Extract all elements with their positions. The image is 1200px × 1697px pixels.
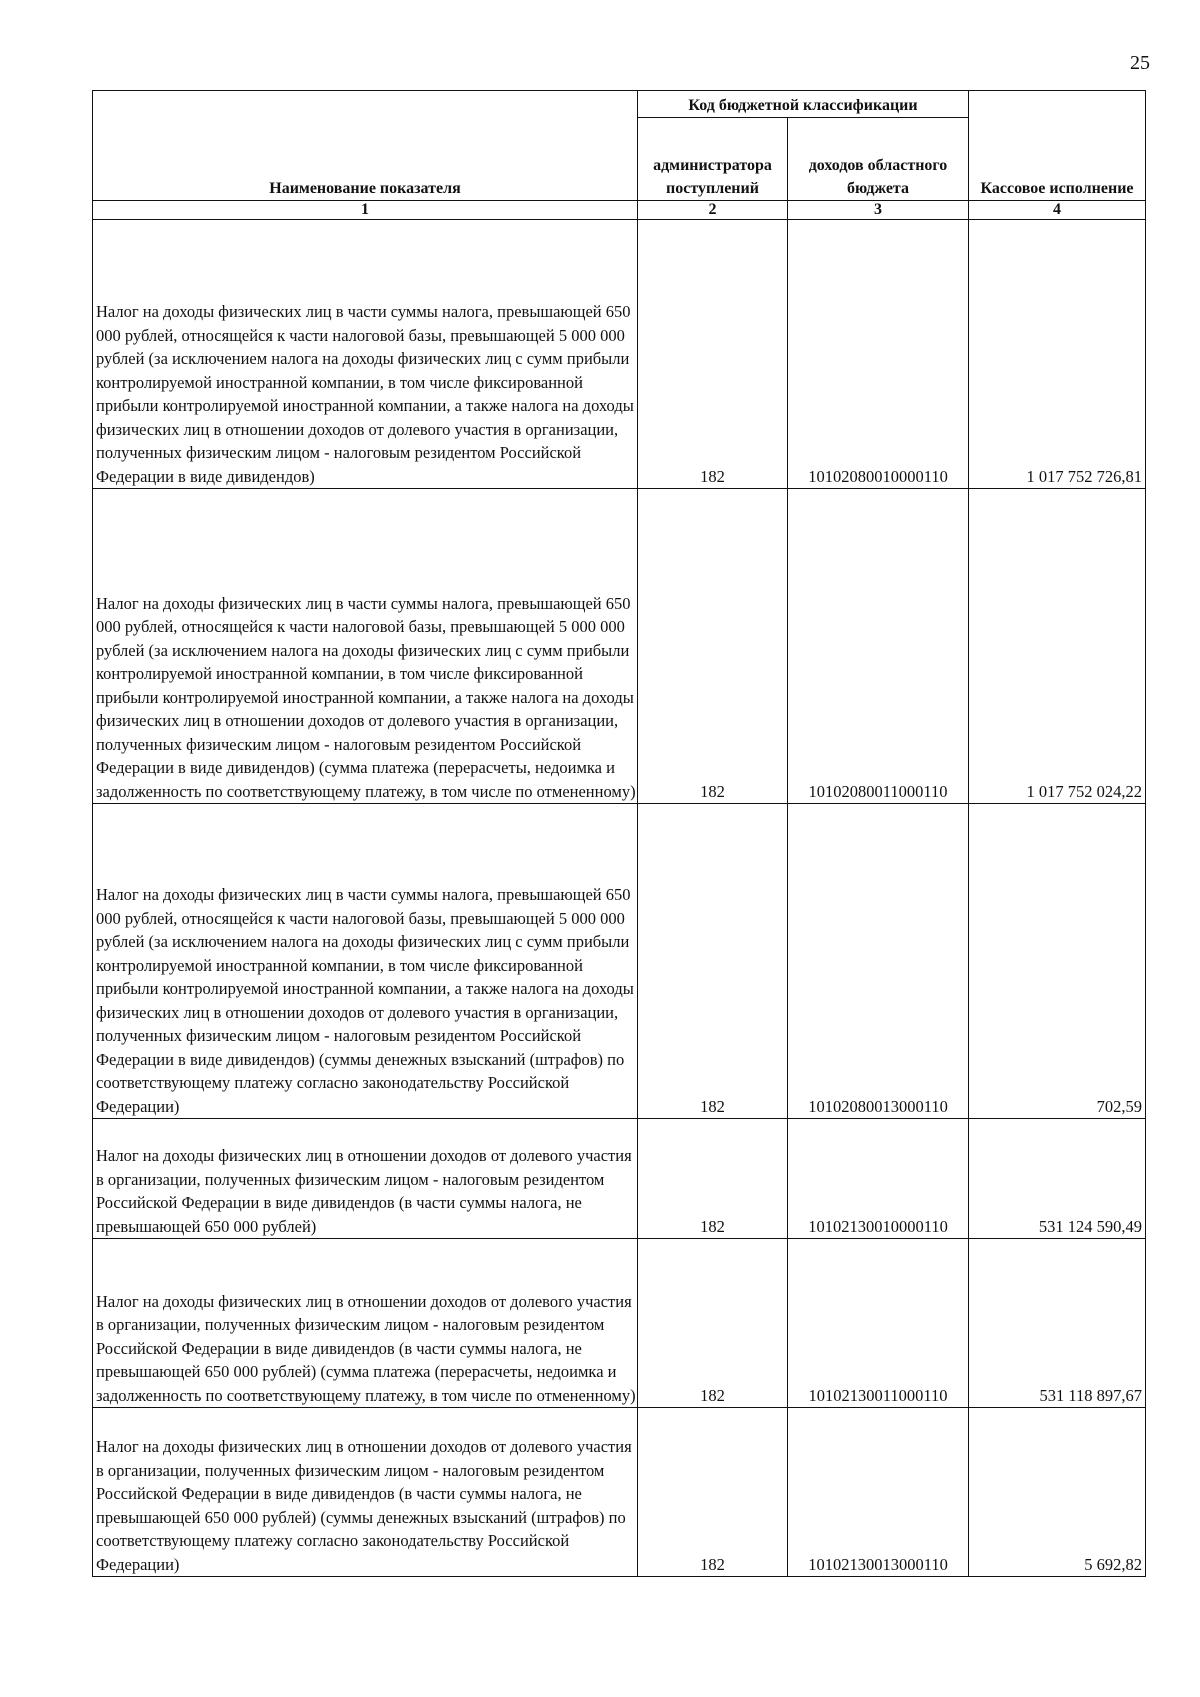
budget-code: 10102130013000110: [788, 1408, 969, 1577]
budget-code: 10102130010000110: [788, 1119, 969, 1239]
table-row: [93, 1239, 1146, 1408]
budget-code: 10102080011000110: [788, 489, 969, 804]
indicator-name: Налог на доходы физических лиц в отношении доходов от долевого участия в организации, полученных физическим лицом - налоговым резидентом Российской Федерации в виде дивидендов (в части суммы налога, не превышающей 650 000 рублей) (сумма платежа (перерасчеты, недоимка и задолженность по соответствующему платежу, в том числе по отмененному): [93, 1239, 638, 1408]
column-number: 3: [788, 201, 969, 220]
execution-amount: 1 017 752 024,22: [969, 489, 1146, 804]
execution-amount: 531 118 897,67: [969, 1239, 1146, 1408]
execution-amount: 702,59: [969, 804, 1146, 1119]
budget-code: 10102080010000110: [788, 220, 969, 489]
table-row: [93, 804, 1146, 1119]
header-cash-execution: Кассовое исполнение: [969, 91, 1146, 201]
header-administrator: администратора поступлений: [638, 118, 788, 201]
administrator-code: 182: [638, 220, 788, 489]
budget-execution-table: [92, 90, 1146, 1577]
header-budget-code-group: Код бюджетной классификации: [638, 91, 969, 118]
indicator-name: Налог на доходы физических лиц в части суммы налога, превышающей 650 000 рублей, относящейся к части налоговой базы, превышающей 5 000 000 рублей (за исключением налога на доходы физических лиц с сумм прибыли контролируемой иностранной компании, в том числе фиксированной прибыли контролируемой иностранной компании, а также налога на доходы физических лиц в отношении доходов от долевого участия в организации, полученных физическим лицом - налоговым резидентом Российской Федерации в виде дивидендов) (сумма платежа (перерасчеты, недоимка и задолженность по соответствующему платежу, в том числе по отмененному): [93, 489, 638, 804]
page-number: 25: [1130, 52, 1150, 74]
indicator-name: Налог на доходы физических лиц в части суммы налога, превышающей 650 000 рублей, относящейся к части налоговой базы, превышающей 5 000 000 рублей (за исключением налога на доходы физических лиц с сумм прибыли контролируемой иностранной компании, в том числе фиксированной прибыли контролируемой иностранной компании, а также налога на доходы физических лиц в отношении доходов от долевого участия в организации, полученных физическим лицом - налоговым резидентом Российской Федерации в виде дивидендов) (суммы денежных взысканий (штрафов) по соответствующему платежу согласно законодательству Российской Федерации): [93, 804, 638, 1119]
header-regional-budget-income: доходов областного бюджета: [788, 118, 969, 201]
table-row: [93, 220, 1146, 489]
administrator-code: 182: [638, 489, 788, 804]
column-number: 1: [93, 201, 638, 220]
column-number: 4: [969, 201, 1146, 220]
execution-amount: 1 017 752 726,81: [969, 220, 1146, 489]
table-row: [93, 1119, 1146, 1239]
indicator-name: Налог на доходы физических лиц в отношении доходов от долевого участия в организации, полученных физическим лицом - налоговым резидентом Российской Федерации в виде дивидендов (в части суммы налога, не превышающей 650 000 рублей) (суммы денежных взысканий (штрафов) по соответствующему платежу согласно законодательству Российской Федерации): [93, 1408, 638, 1577]
column-number: 2: [638, 201, 788, 220]
administrator-code: 182: [638, 1119, 788, 1239]
table-row: [93, 489, 1146, 804]
administrator-code: 182: [638, 1408, 788, 1577]
execution-amount: 531 124 590,49: [969, 1119, 1146, 1239]
header-indicator-name: Наименование показателя: [93, 91, 638, 201]
table-row: [93, 1408, 1146, 1577]
indicator-name: Налог на доходы физических лиц в части суммы налога, превышающей 650 000 рублей, относящейся к части налоговой базы, превышающей 5 000 000 рублей (за исключением налога на доходы физических лиц с сумм прибыли контролируемой иностранной компании, в том числе фиксированной прибыли контролируемой иностранной компании, а также налога на доходы физических лиц в отношении доходов от долевого участия в организации, полученных физическим лицом - налоговым резидентом Российской Федерации в виде дивидендов): [93, 220, 638, 489]
budget-code: 10102130011000110: [788, 1239, 969, 1408]
execution-amount: 5 692,82: [969, 1408, 1146, 1577]
budget-code: 10102080013000110: [788, 804, 969, 1119]
administrator-code: 182: [638, 1239, 788, 1408]
indicator-name: Налог на доходы физических лиц в отношении доходов от долевого участия в организации, полученных физическим лицом - налоговым резидентом Российской Федерации в виде дивидендов (в части суммы налога, не превышающей 650 000 рублей): [93, 1119, 638, 1239]
administrator-code: 182: [638, 804, 788, 1119]
